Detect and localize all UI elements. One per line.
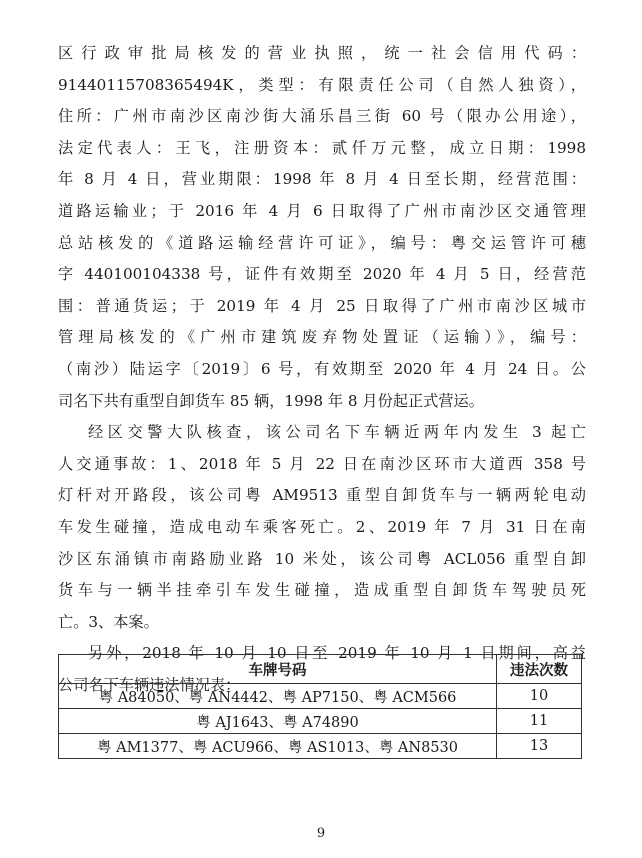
text-line: 公司名下车辆违法情况表： <box>58 675 241 694</box>
text-line: 沙区东涌镇市南路励业路 10 米处，该公司粤 ACL056 重型自卸 <box>58 549 586 568</box>
body-text <box>58 38 586 701</box>
text-line: （南沙）陆运字〔2019〕6 号，有效期至 2020 年 4 月 24 日。公 <box>58 359 586 378</box>
text-line: 道路运输业；于 2016 年 4 月 6 日取得了广州市南沙区交通管理 <box>58 201 586 220</box>
text-line: 司名下共有重型自卸货车 85 辆，1998 年 8 月份起正式营运。 <box>58 391 484 410</box>
text-line: 经区交警大队核查，该公司名下车辆近两年内发生 3 起亡 <box>88 423 586 442</box>
table-row <box>59 684 582 709</box>
count-cell: 11 <box>497 709 582 734</box>
text-line: 区行政审批局核发的营业执照，统一社会信用代码： <box>58 44 586 62</box>
text-line: 年 8 月 4 日，营业期限：1998 年 8 月 4 日至长期，经营范围： <box>58 170 586 189</box>
plate-cell: 粤 AM1377、粤 ACU966、粤 AS1013、粤 AN8530 <box>59 734 497 759</box>
text-line: 人交通事故：1、2018 年 5 月 22 日在南沙区环市大道西 358 号 <box>58 454 586 473</box>
table-row <box>59 734 582 759</box>
text-line: 91440115708365494K，类型：有限责任公司（自然人独资）， <box>58 75 586 94</box>
violation-table <box>58 654 582 759</box>
header-violation-count: 违法次数 <box>497 655 582 684</box>
header-plate-number: 车牌号码 <box>59 655 497 684</box>
text-line: 货车与一辆半挂牵引车发生碰撞，造成重型自卸货车驾驶员死 <box>58 581 586 600</box>
text-line: 车发生碰撞，造成电动车乘客死亡。2、2019 年 7 月 31 日在南 <box>58 517 586 536</box>
text-line: 总站核发的《道路运输经营许可证》，编号：粤交运管许可穗 <box>58 233 586 252</box>
table-header-row <box>59 655 582 684</box>
count-cell: 13 <box>497 734 582 759</box>
text-line: 管理局核发的《广州市建筑废弃物处置证（运输）》，编号： <box>58 328 586 347</box>
text-line: 法定代表人：王飞，注册资本：贰仟万元整，成立日期：1998 <box>58 138 586 157</box>
count-cell: 10 <box>497 684 582 709</box>
plate-cell: 粤 A84050、粤 AN4442、粤 AP7150、粤 ACM566 <box>59 684 497 709</box>
text-line: 字 440100104338 号，证件有效期至 2020 年 4 月 5 日，经营范 <box>58 265 586 284</box>
text-line: 围：普通货运；于 2019 年 4 月 25 日取得了广州市南沙区城市 <box>58 296 586 315</box>
text-line: 亡。3、本案。 <box>58 612 159 631</box>
page-number: 9 <box>316 826 326 841</box>
text-line: 灯杆对开路段，该公司粤 AM9513 重型自卸货车与一辆两轮电动 <box>58 486 586 505</box>
plate-cell: 粤 AJ1643、粤 A74890 <box>59 709 497 734</box>
text-line: 另外，2018 年 10 月 10 日至 2019 年 10 月 1 日期间，高益 <box>88 644 586 663</box>
table-row <box>59 709 582 734</box>
text-line: 住所：广州市南沙区南沙街大涌乐昌三街 60 号（限办公用途）， <box>58 107 586 126</box>
